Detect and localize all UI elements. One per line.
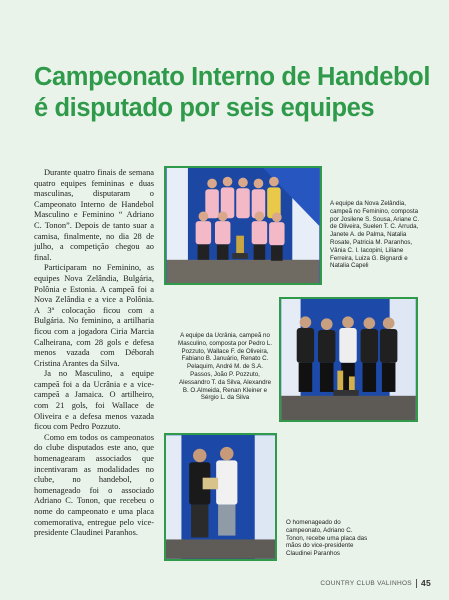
article-paragraph: Durante quatro finais de semana quatro equipes femininas e duas masculinas, disputaram o Campeonato Interno de Handebol Masculino e Feminino “ Adriano C. Tonon”. Depois de tanto suar a camisa, finalmente, no dia 28 de julho, a competição chegou ao final.: [34, 168, 154, 262]
page-number: 45: [420, 578, 431, 588]
caption-mens-team: A equipe da Ucrânia, campeã no Masculino, composta por Pedro L. Pozzuto, Wallace F. de Oliveira, Fabiano B. Januário, Renato C. Pelaquim, André M. de S.A. Passos, João P. Pozzuto, Alessandro T. da Silva, Alexandre B. O.Almeida, Renan Kleiner e Sérgio L. da Silva: [178, 332, 272, 402]
headline-line-2: é disputado por seis equipes: [34, 94, 375, 122]
caption-womens-team: A equipe da Nova Zelândia, campeã no Feminino, composta por Josilene S. Sousa, Ariane C. de Oliveira, Suelen T. C. Arruda, Janete A. de Palma, Natalia Rosate, Patricia M. Paranhos, Vânia C. I. Iacopini, Liliane Ferreira, Luiza G. Bignardi e Natalia Capeli: [330, 200, 420, 270]
photo-mens-team-image: [281, 299, 416, 420]
photo-womens-team: [164, 166, 322, 285]
publication-name: COUNTRY CLUB VALINHOS: [320, 579, 412, 587]
photo-honoree-image: [166, 435, 275, 559]
footer-divider: [416, 579, 417, 588]
page-footer: [320, 578, 431, 588]
article-paragraph: Como em todos os campeonatos do clube disputados este ano, que homenagearam associados que incentivaram as modalidades no clube, no handebol, o homenageado foi o associado Adriano C. Tonon, que recebeu o nome do campeonato e uma placa comemorativa, entregue pelo vice-presidente Claudinei Paranhos.: [34, 432, 154, 538]
photo-womens-team-image: [166, 168, 320, 283]
article-body: [34, 168, 154, 539]
headline-line-1: Campeonato Interno de Handebol: [34, 63, 431, 91]
article-paragraph: Ja no Masculino, a equipe campeã foi a da Ucrânia e a vice-campeã a Jamaica. O artilheiro, com 21 gols, foi Wallace de Oliveira e a defesa menos vazada ficou com Pedro Pozzuto.: [34, 369, 154, 432]
headline: [34, 62, 434, 124]
article-paragraph: Participaram no Feminino, as equipes Nova Zelândia, Bulgária, Polônia e Estonia. A campeã foi a Nova Zelândia e a vice a Polônia. A 3ª colocação ficou com a Bulgária. No feminino, a artilharia ficou com a jogadora Ciria Marcia Calheirana, com 28 gols e defesa menos vazada com Déborah Cristina Arantes da Silva.: [34, 263, 154, 368]
photo-honoree: [164, 433, 277, 561]
photo-mens-team: [279, 297, 418, 422]
caption-honoree: O homenageado do campeonato, Adriano C. Tonon, recebe uma placa das mãos do vice-presidente Claudinei Paranhos: [286, 519, 368, 558]
